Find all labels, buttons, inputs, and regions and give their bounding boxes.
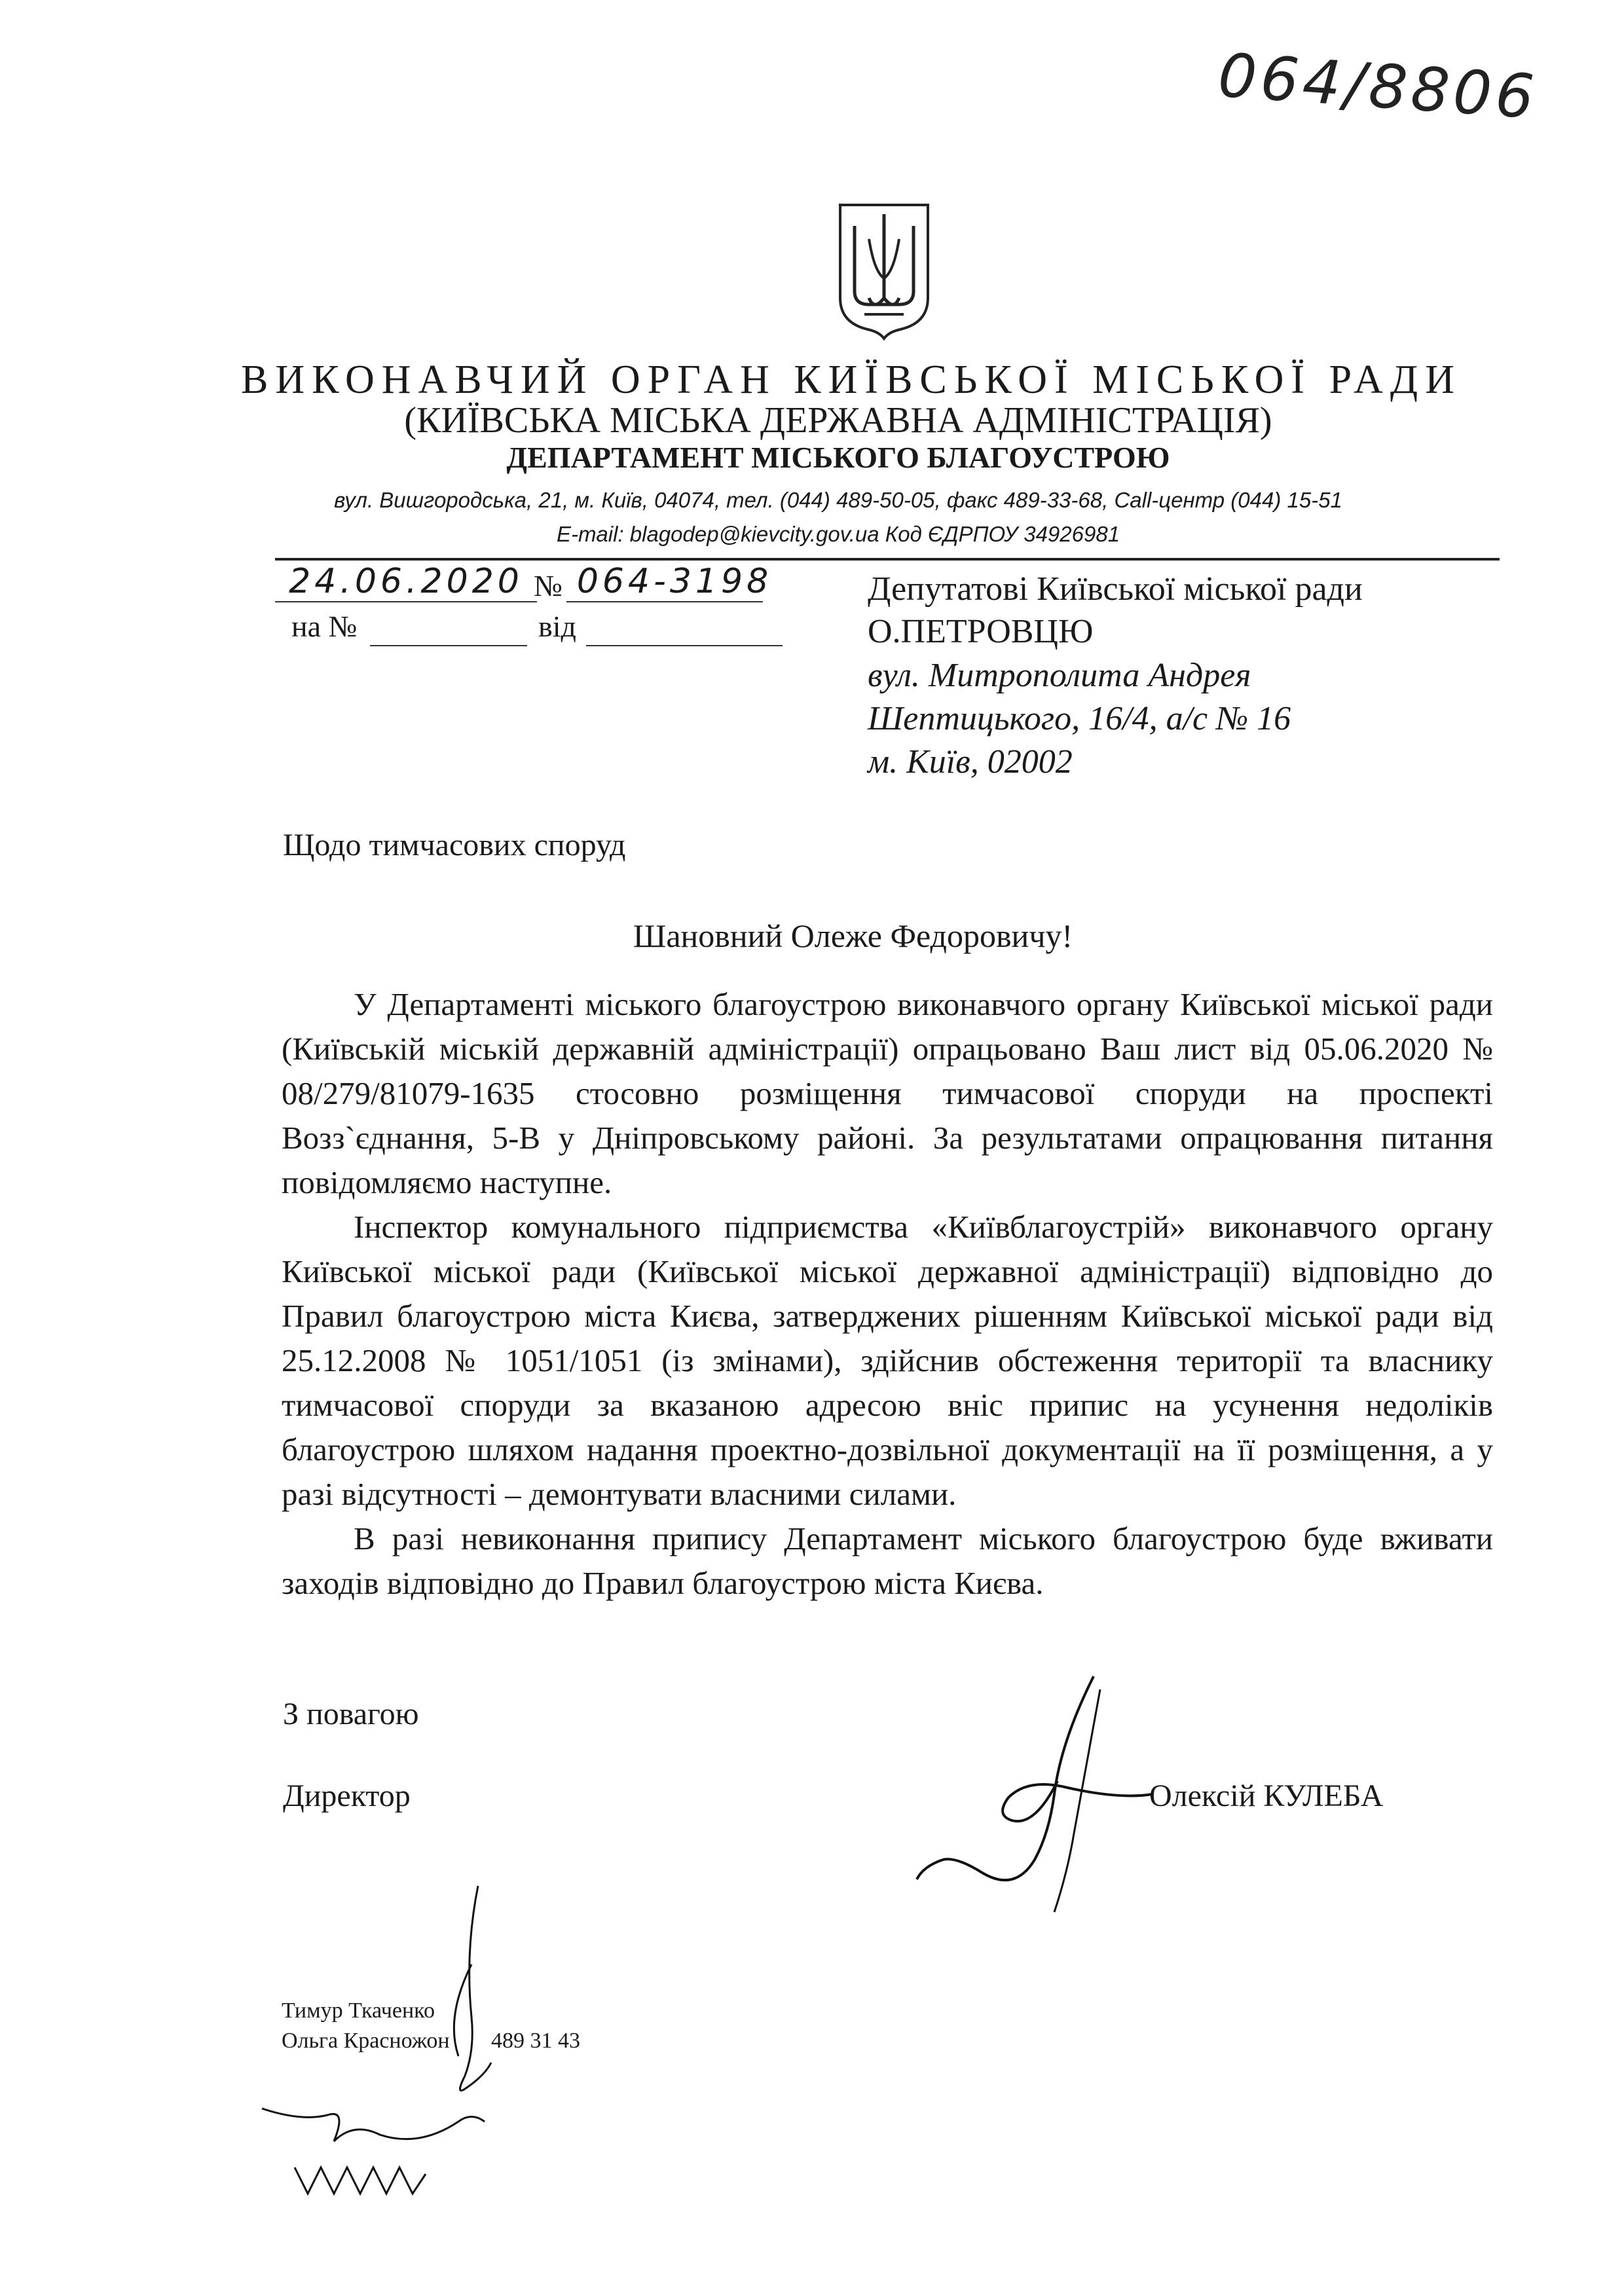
recipient-name: О.ПЕТРОВЦЮ <box>868 613 1094 650</box>
reference-number-blank <box>370 645 527 646</box>
registration-mark: 064/8806 <box>1215 40 1540 133</box>
executor-phone: 489 31 43 <box>491 2029 580 2053</box>
executor-name-1: Тимур Ткаченко <box>282 1998 435 2023</box>
number-label: № <box>534 569 563 602</box>
closing-phrase: З повагою <box>283 1697 419 1731</box>
coat-of-arms-icon <box>835 200 933 341</box>
recipient-city: м. Київ, 02002 <box>868 743 1073 781</box>
reference-date-label: від <box>538 610 576 643</box>
executor-signatures-icon <box>249 1886 589 2239</box>
recipient-street: вул. Митрополита Андрея <box>868 657 1251 694</box>
number-underline <box>566 601 763 602</box>
body-paragraph: У Департаменті міського благоустрою виконавчого органу Київської міської ради (Київській міській державній адміністрації) опрацьовано Ваш лист від 05.06.2020 № 08/279/81079-1635 стосовно розміщення тимчасової споруди на проспекті Возз`єднання, 5-В у Дніпровському районі. За результатами опрацювання питання повідомляємо наступне. <box>282 986 1493 1200</box>
executor-name-2: Ольга Красножон <box>282 2029 450 2053</box>
org-name-line1: ВИКОНАВЧИЙ ОРГАН КИЇВСЬКОЇ МІСЬКОЇ РАДИ <box>241 358 1462 402</box>
org-name-line2: (КИЇВСЬКА МІСЬКА ДЕРЖАВНА АДМІНІСТРАЦІЯ) <box>404 400 1272 441</box>
department-name: ДЕПАРТАМЕНТ МІСЬКОГО БЛАГОУСТРОЮ <box>506 441 1170 474</box>
reference-number-label: на № <box>291 610 358 643</box>
letter-body <box>282 982 1493 1606</box>
address-line: вул. Вишгородська, 21, м. Київ, 04074, тел. (044) 489-50-05, факс 489-33-68, Call-центр (044) 15-51 <box>334 488 1342 512</box>
body-paragraph: В разі невиконання припису Департамент міського благоустрою буде вживати заходів відповідно до Правил благоустрою міста Києва. <box>282 1520 1493 1601</box>
recipient-title: Депутатові Київської міської ради <box>868 570 1363 608</box>
director-signature-icon <box>904 1663 1179 1925</box>
body-paragraph: Інспектор комунального підприємства «Київблагоустрій» виконавчого органу Київської міської ради (Київської міської державної адміністрації) відповідно до Правил благоустрою міста Києва, затверджених рішенням Київської міської ради від 25.12.2008 № 1051/1051 (із змінами), здійснив обстеження території та власнику тимчасової споруди за вказаною адресою вніс припис на усунення недоліків благоустрою шляхом надання проектно-дозвільної документації на її розміщення, а у разі відсутності – демонтувати власними силами. <box>282 1209 1493 1512</box>
outgoing-number: 064-3198 <box>576 562 773 601</box>
subject-line: Щодо тимчасових споруд <box>283 828 626 862</box>
recipient-building: Шептицького, 16/4, а/с № 16 <box>868 700 1291 737</box>
reference-date-blank <box>586 645 783 646</box>
header-divider <box>275 558 1500 561</box>
signer-position: Директор <box>283 1778 411 1813</box>
outgoing-date: 24.06.2020 <box>289 562 523 601</box>
salutation: Шановний Олеже Федоровичу! <box>633 917 1073 954</box>
date-underline <box>275 601 537 602</box>
signer-name: Олексій КУЛЕБА <box>1149 1778 1384 1813</box>
contact-line: E-mail: blagodep@kievcity.gov.ua Код ЄДРПОУ 34926981 <box>556 522 1120 546</box>
